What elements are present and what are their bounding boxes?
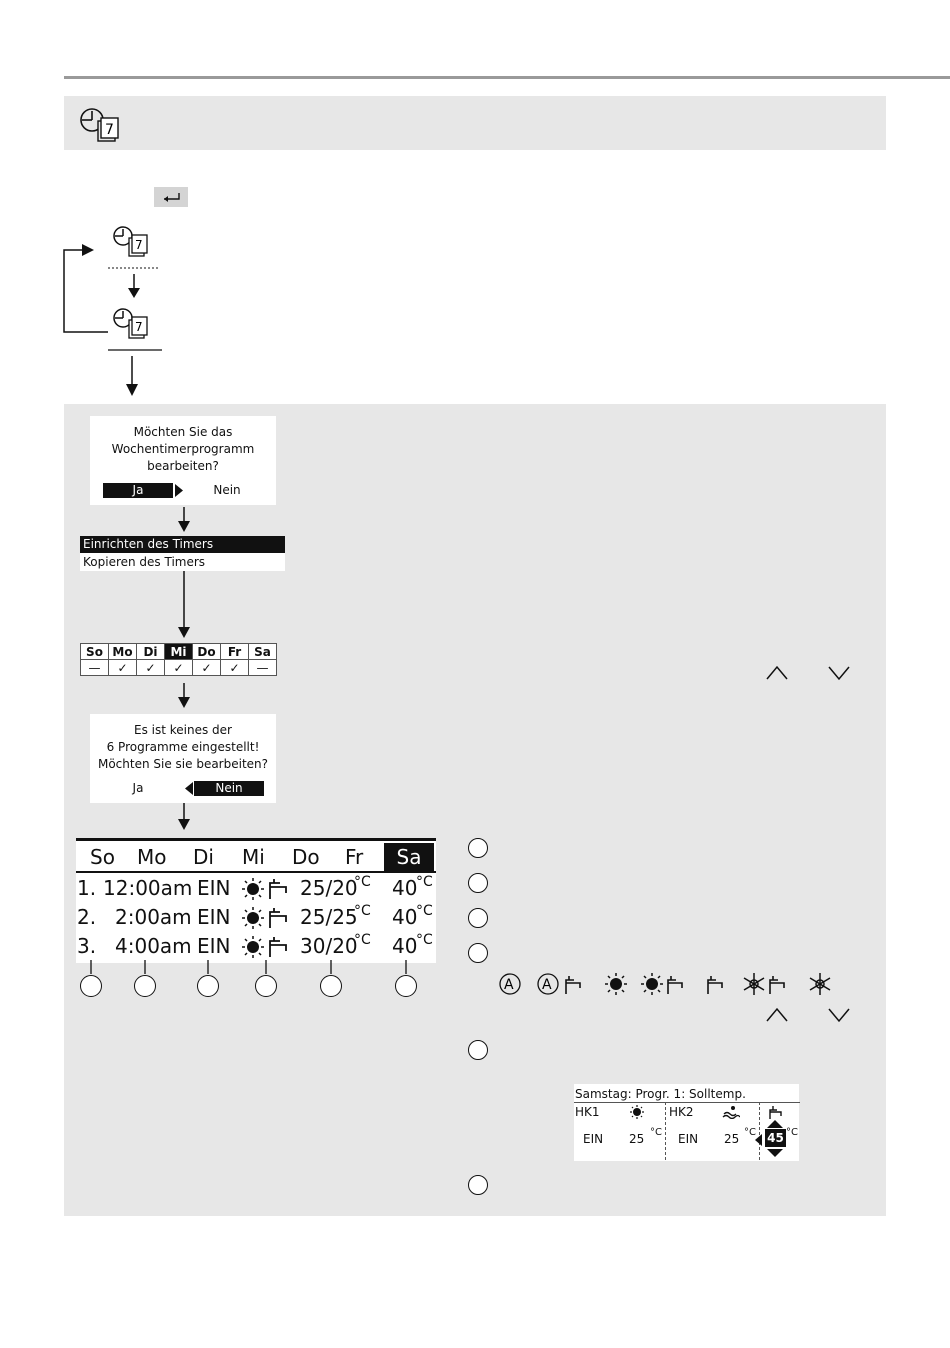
- day-mark: ✓: [137, 660, 165, 676]
- dialog1-line3: bearbeiten?: [147, 459, 219, 473]
- up-down-arrows: [765, 1006, 857, 1024]
- callout-circle: [197, 975, 219, 997]
- row-unit: °C: [416, 903, 433, 919]
- day-mark: —: [81, 660, 109, 676]
- program-row: [76, 903, 436, 931]
- row-temps: 25/25: [300, 905, 358, 929]
- day-so: So: [90, 845, 115, 869]
- svg-text:7: 7: [135, 238, 143, 252]
- callout-circle: [134, 975, 156, 997]
- step-circle: [468, 908, 488, 928]
- down-triangle-icon[interactable]: [767, 1149, 783, 1157]
- dialog2-line1: Es ist keines der: [134, 723, 232, 737]
- sun-icon: [605, 973, 627, 995]
- edit-program-dialog: [90, 416, 276, 505]
- mode-icons-row: [498, 972, 838, 996]
- program-display: [76, 838, 436, 963]
- program-row: [76, 932, 436, 960]
- day-sa-selected: Sa: [384, 843, 434, 871]
- flow-diagram: [56, 218, 176, 408]
- row-unit: °C: [416, 874, 433, 890]
- down-chevron-icon: [829, 1009, 849, 1021]
- down-chevron-icon: [829, 667, 849, 679]
- dialog2-no-option[interactable]: Nein: [194, 781, 264, 796]
- column-divider: [665, 1102, 666, 1160]
- column-divider: [759, 1102, 760, 1160]
- dialog1-line2: Wochentimerprogramm: [111, 442, 255, 456]
- dialog1-no-option[interactable]: Nein: [213, 483, 241, 497]
- calendar-digit: 7: [105, 122, 114, 138]
- up-triangle-icon[interactable]: [767, 1120, 783, 1128]
- enter-key: [154, 187, 188, 207]
- row-dhw: 40: [392, 934, 418, 958]
- row-dhw: 40: [392, 876, 418, 900]
- step-circle: [468, 943, 488, 963]
- row-time: 2:00am: [115, 905, 192, 929]
- right-pointer-icon: [175, 484, 183, 497]
- callout-circle: [395, 975, 417, 997]
- step-circle: [468, 1040, 488, 1060]
- menu-item-setup-timer[interactable]: Einrichten des Timers: [80, 536, 285, 553]
- row-unit: °C: [416, 932, 433, 948]
- day-di[interactable]: Di: [137, 644, 165, 660]
- left-pointer-icon: [185, 782, 193, 795]
- clock-calendar-icon: [114, 227, 147, 256]
- hk1-state: EIN: [583, 1132, 604, 1146]
- row-state: EIN: [197, 934, 231, 958]
- sun-tap-icon: [242, 877, 294, 901]
- tap-icon: [767, 1104, 785, 1120]
- day-mo: Mo: [137, 845, 167, 869]
- row-unit: °C: [354, 874, 371, 890]
- hk1-label: HK1: [575, 1105, 600, 1119]
- set-temperature-window: [574, 1084, 799, 1161]
- callout-circle: [255, 975, 277, 997]
- day-di: Di: [193, 845, 214, 869]
- program-row: [76, 874, 436, 902]
- menu-item-copy-timer[interactable]: Kopieren des Timers: [83, 555, 206, 569]
- row-time: 4:00am: [115, 934, 192, 958]
- clock-calendar-icon: [114, 309, 147, 338]
- day-so[interactable]: So: [81, 644, 109, 660]
- svg-text:A: A: [542, 977, 552, 993]
- left-pointer-icon: [755, 1134, 762, 1146]
- hk2-temp: 25: [724, 1132, 740, 1146]
- row-temps: 30/20: [300, 934, 358, 958]
- sun-tap-icon: [641, 973, 682, 995]
- day-mark: —: [249, 660, 277, 676]
- day-sa[interactable]: Sa: [249, 644, 277, 660]
- day-fr[interactable]: Fr: [221, 644, 249, 660]
- row-unit: °C: [354, 903, 371, 919]
- dhw-unit: °C: [786, 1127, 798, 1138]
- no-program-dialog: [90, 714, 276, 803]
- up-down-arrows: [765, 664, 857, 682]
- program-day-header: [76, 843, 436, 873]
- callout-circle: [320, 975, 342, 997]
- row-unit: °C: [354, 932, 371, 948]
- day-mi[interactable]: Mi: [165, 644, 193, 660]
- row-temps: 25/20: [300, 876, 358, 900]
- day-mark: ✓: [109, 660, 137, 676]
- snowflake-tap-icon: [744, 973, 784, 995]
- day-mo[interactable]: Mo: [109, 644, 137, 660]
- sun-tap-icon: [242, 935, 294, 959]
- step-circle: [468, 838, 488, 858]
- enter-key-icon: [154, 187, 188, 207]
- up-chevron-icon: [767, 1009, 787, 1021]
- hk1-temp: 25: [629, 1132, 645, 1146]
- svg-text:A: A: [504, 977, 514, 993]
- section-header-bar: [64, 96, 886, 150]
- dialog2-line2: 6 Programme eingestellt!: [106, 740, 260, 754]
- day-do: Do: [292, 845, 320, 869]
- callout-lines: [76, 960, 436, 980]
- soll-title: Samstag: Progr. 1: Solltemp.: [574, 1086, 800, 1103]
- step-circle: [468, 873, 488, 893]
- day-mark: ✓: [193, 660, 221, 676]
- sun-icon: [629, 1105, 645, 1119]
- up-chevron-icon: [767, 667, 787, 679]
- sun-tap-icon: [242, 906, 294, 930]
- comfort-icon: [722, 1105, 740, 1119]
- hk1-unit: °C: [650, 1127, 662, 1138]
- snowflake-icon: [810, 973, 830, 995]
- row-num: 3.: [77, 934, 97, 958]
- auto-icon: [500, 974, 520, 994]
- day-table: [80, 643, 277, 676]
- svg-text:7: 7: [135, 320, 143, 334]
- dhw-temp-value[interactable]: 45: [765, 1129, 786, 1147]
- day-mark: ✓: [165, 660, 193, 676]
- dialog2-line3: Möchten Sie sie bearbeiten?: [97, 757, 269, 771]
- top-rule: [64, 76, 950, 79]
- row-num: 2.: [77, 905, 97, 929]
- row-time: 12:00am: [103, 876, 193, 900]
- step-circle: [468, 1175, 488, 1195]
- dialog1-yes-option[interactable]: Ja: [103, 483, 173, 498]
- day-mi: Mi: [242, 845, 265, 869]
- hk2-unit: °C: [744, 1127, 756, 1138]
- hk2-state: EIN: [678, 1132, 699, 1146]
- dialog2-yes-option[interactable]: Ja: [132, 781, 144, 795]
- dialog1-line1: Möchten Sie das: [133, 425, 233, 439]
- row-state: EIN: [197, 905, 231, 929]
- tap-icon: [708, 976, 722, 994]
- row-num: 1.: [77, 876, 97, 900]
- day-fr: Fr: [345, 845, 364, 869]
- row-dhw: 40: [392, 905, 418, 929]
- day-mark: ✓: [221, 660, 249, 676]
- clock-calendar-icon: [78, 104, 122, 144]
- row-state: EIN: [197, 876, 231, 900]
- callout-circle: [80, 975, 102, 997]
- day-do[interactable]: Do: [193, 644, 221, 660]
- auto-tap-icon: [538, 974, 580, 994]
- hk2-label: HK2: [669, 1105, 694, 1119]
